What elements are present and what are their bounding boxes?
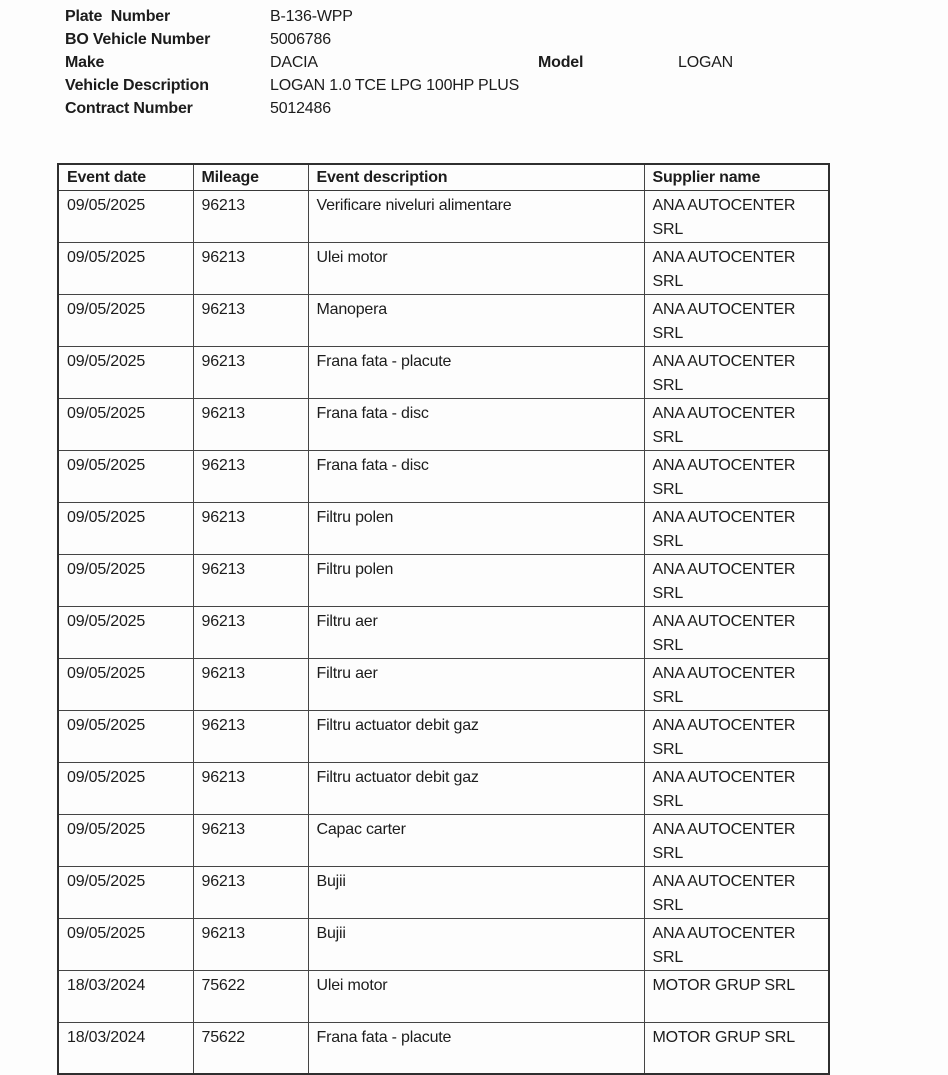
cell-event-date: 09/05/2025	[58, 451, 193, 503]
cell-event-description: Ulei motor	[308, 971, 644, 1023]
cell-mileage: 96213	[193, 711, 308, 763]
cell-event-description: Filtru polen	[308, 503, 644, 555]
cell-event-date: 09/05/2025	[58, 503, 193, 555]
cell-event-date: 09/05/2025	[58, 243, 193, 295]
cell-supplier-name: ANA AUTOCENTER SRL	[644, 295, 829, 347]
cell-event-date: 09/05/2025	[58, 191, 193, 243]
table-row	[58, 555, 829, 607]
cell-mileage: 96213	[193, 815, 308, 867]
cell-event-date: 09/05/2025	[58, 295, 193, 347]
table-row	[58, 1022, 829, 1074]
model-label: Model	[538, 54, 584, 71]
cell-mileage: 96213	[193, 295, 308, 347]
events-table-body	[58, 191, 829, 1074]
cell-event-description: Filtru actuator debit gaz	[308, 763, 644, 815]
table-row	[58, 711, 829, 763]
vehicle-description-value: LOGAN 1.0 TCE LPG 100HP PLUS	[270, 77, 520, 94]
cell-event-description: Verificare niveluri alimentare	[308, 191, 644, 243]
model-value: LOGAN	[678, 54, 734, 71]
cell-event-description: Filtru actuator debit gaz	[308, 711, 644, 763]
vehicle-info-block	[65, 5, 733, 120]
cell-event-description: Manopera	[308, 295, 644, 347]
cell-event-description: Frana fata - placute	[308, 347, 644, 399]
column-header-supplier-name: Supplier name	[644, 164, 829, 191]
info-row-bo-number	[65, 28, 733, 51]
cell-mileage: 75622	[193, 1022, 308, 1074]
table-row	[58, 971, 829, 1023]
make-label: Make	[65, 54, 105, 71]
cell-mileage: 96213	[193, 399, 308, 451]
cell-supplier-name: ANA AUTOCENTER SRL	[644, 555, 829, 607]
cell-mileage: 96213	[193, 555, 308, 607]
plate-number-label: Plate Number	[65, 8, 170, 25]
cell-mileage: 75622	[193, 971, 308, 1023]
table-row	[58, 243, 829, 295]
cell-event-date: 09/05/2025	[58, 607, 193, 659]
cell-supplier-name: MOTOR GRUP SRL	[644, 971, 829, 1023]
bo-vehicle-number-value: 5006786	[270, 31, 331, 48]
cell-mileage: 96213	[193, 659, 308, 711]
cell-event-date: 09/05/2025	[58, 711, 193, 763]
cell-event-date: 09/05/2025	[58, 763, 193, 815]
cell-supplier-name: ANA AUTOCENTER SRL	[644, 763, 829, 815]
cell-mileage: 96213	[193, 607, 308, 659]
bo-vehicle-number-label: BO Vehicle Number	[65, 31, 211, 48]
cell-supplier-name: MOTOR GRUP SRL	[644, 1022, 829, 1074]
cell-event-date: 09/05/2025	[58, 659, 193, 711]
plate-number-value: B-136-WPP	[270, 8, 353, 25]
cell-supplier-name: ANA AUTOCENTER SRL	[644, 243, 829, 295]
cell-supplier-name: ANA AUTOCENTER SRL	[644, 503, 829, 555]
cell-event-description: Bujii	[308, 867, 644, 919]
cell-supplier-name: ANA AUTOCENTER SRL	[644, 451, 829, 503]
table-row	[58, 659, 829, 711]
table-row	[58, 347, 829, 399]
column-header-event-date: Event date	[58, 164, 193, 191]
table-row	[58, 191, 829, 243]
cell-event-date: 09/05/2025	[58, 347, 193, 399]
table-row	[58, 607, 829, 659]
info-row-plate	[65, 5, 733, 28]
cell-event-description: Frana fata - disc	[308, 451, 644, 503]
column-header-mileage: Mileage	[193, 164, 308, 191]
cell-event-description: Frana fata - placute	[308, 1022, 644, 1074]
table-row	[58, 399, 829, 451]
cell-event-date: 18/03/2024	[58, 971, 193, 1023]
cell-event-date: 18/03/2024	[58, 1022, 193, 1074]
table-row	[58, 451, 829, 503]
cell-mileage: 96213	[193, 347, 308, 399]
cell-event-description: Ulei motor	[308, 243, 644, 295]
cell-mileage: 96213	[193, 867, 308, 919]
cell-supplier-name: ANA AUTOCENTER SRL	[644, 347, 829, 399]
table-row	[58, 763, 829, 815]
cell-event-date: 09/05/2025	[58, 815, 193, 867]
cell-supplier-name: ANA AUTOCENTER SRL	[644, 659, 829, 711]
cell-supplier-name: ANA AUTOCENTER SRL	[644, 711, 829, 763]
cell-event-description: Filtru polen	[308, 555, 644, 607]
vehicle-description-label: Vehicle Description	[65, 77, 209, 94]
make-value: DACIA	[270, 54, 318, 71]
cell-event-description: Filtru aer	[308, 607, 644, 659]
info-row-make-model	[65, 51, 733, 74]
cell-supplier-name: ANA AUTOCENTER SRL	[644, 919, 829, 971]
cell-mileage: 96213	[193, 919, 308, 971]
cell-supplier-name: ANA AUTOCENTER SRL	[644, 867, 829, 919]
cell-mileage: 96213	[193, 451, 308, 503]
table-row	[58, 295, 829, 347]
cell-event-description: Frana fata - disc	[308, 399, 644, 451]
table-header-row	[58, 164, 829, 191]
contract-number-label: Contract Number	[65, 100, 193, 117]
cell-supplier-name: ANA AUTOCENTER SRL	[644, 815, 829, 867]
info-row-contract	[65, 97, 733, 120]
cell-event-description: Filtru aer	[308, 659, 644, 711]
cell-mileage: 96213	[193, 763, 308, 815]
cell-event-date: 09/05/2025	[58, 919, 193, 971]
cell-supplier-name: ANA AUTOCENTER SRL	[644, 607, 829, 659]
column-header-event-description: Event description	[308, 164, 644, 191]
cell-event-description: Capac carter	[308, 815, 644, 867]
cell-mileage: 96213	[193, 243, 308, 295]
table-row	[58, 815, 829, 867]
cell-supplier-name: ANA AUTOCENTER SRL	[644, 191, 829, 243]
info-row-description	[65, 74, 733, 97]
cell-event-description: Bujii	[308, 919, 644, 971]
cell-event-date: 09/05/2025	[58, 867, 193, 919]
cell-event-date: 09/05/2025	[58, 399, 193, 451]
service-events-table	[57, 163, 830, 1075]
contract-number-value: 5012486	[270, 100, 331, 117]
table-row	[58, 867, 829, 919]
table-row	[58, 503, 829, 555]
cell-event-date: 09/05/2025	[58, 555, 193, 607]
cell-mileage: 96213	[193, 191, 308, 243]
cell-mileage: 96213	[193, 503, 308, 555]
table-row	[58, 919, 829, 971]
cell-supplier-name: ANA AUTOCENTER SRL	[644, 399, 829, 451]
